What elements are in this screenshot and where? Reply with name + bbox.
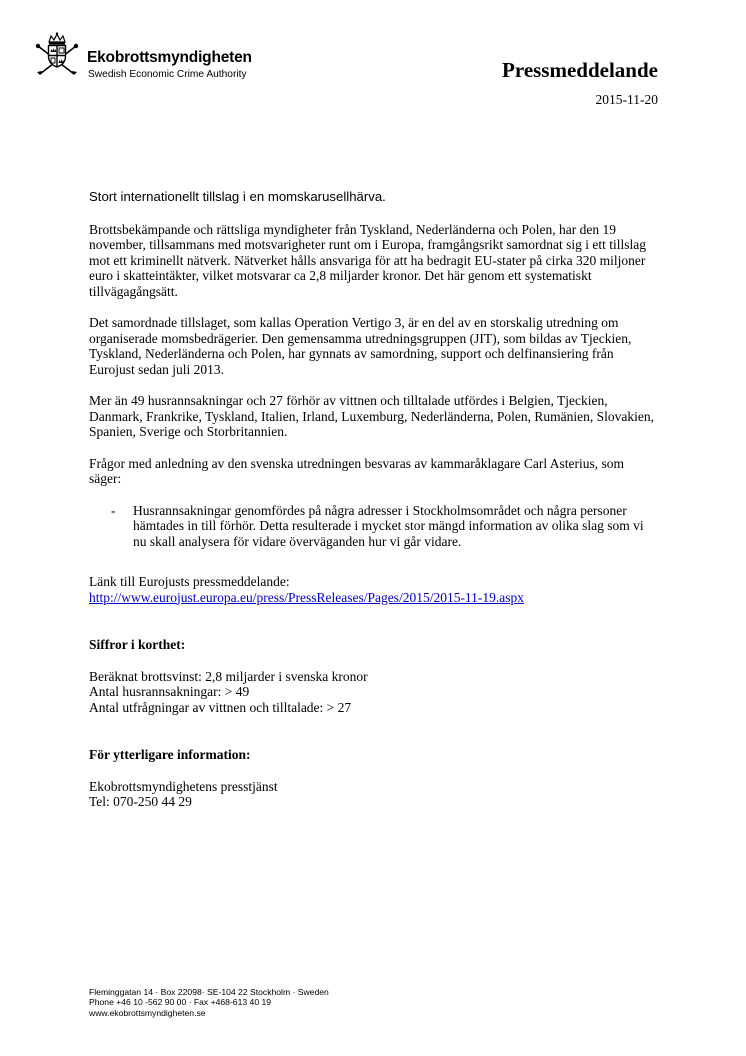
quote-item <box>89 503 659 550</box>
facts-heading: Siffror i korthet: <box>89 637 186 652</box>
footer-website: www.ekobrottsmyndigheten.se <box>89 1007 206 1018</box>
org-tagline: Swedish Economic Crime Authority <box>88 69 247 80</box>
spacer <box>89 605 659 637</box>
spacer <box>89 715 659 747</box>
fact-item: Antal husrannsakningar: > 49 <box>89 684 250 699</box>
contact-heading: För ytterligare information: <box>89 747 251 762</box>
quote-list <box>89 503 659 550</box>
paragraph: Det samordnade tillslaget, som kallas Operation Vertigo 3, är en del av en storskalig utredning om organiserade momsbedrägerier. Den gemensamma utredningsgruppen (JIT), som bildas av Tjeckien, Tyskland, Nederländerna och Polen, har gynnats av samordning, support och delfinansiering från Eurojust sedan juli 2013. <box>89 315 632 377</box>
contact-info <box>89 779 659 810</box>
paragraph: Brottsbekämpande och rättsliga myndigheter från Tyskland, Nederländerna och Polen, har den 19 november, tillsammans med motsvarigheter runt om i Europa, framgångsrikt samordnat sig i ett tillslag mot ett kriminellt nätverk. Nätverket hålls ansvariga för att ha bedragit EU-stater på cirka 320 miljoner euro i skatteintäkter, vilket motsvarar ca 2,8 miljarder kronor. Det här genom ett systematiskt tillvägagångsätt. <box>89 221 646 299</box>
fact-item: Beräknat brottsvinst: 2,8 miljarder i svenska kronor <box>89 668 368 684</box>
fact-item: Antal utfrågningar av vittnen och tilltalade: > 27 <box>89 699 352 715</box>
quote-text: Husrannsakningar genomfördes på några adresser i Stockholmsområdet och några personer hämtades in till förhör. Detta resulterade i mycket stor mängd information av olika slag som vi nu skall analysera för vidare överväganden hur vi går vidare. <box>133 502 644 549</box>
paragraph: Frågor med anledning av den svenska utredningen besvaras av kammaråklagare Carl Asterius, som säger: <box>89 455 624 486</box>
org-logo <box>34 32 274 80</box>
eurojust-press-link[interactable]: http://www.eurojust.europa.eu/press/PressReleases/Pages/2015/2015-11-19.aspx <box>89 589 525 605</box>
press-release-headline: Stort internationellt tillslag i en momskarusellhärva. <box>89 189 386 204</box>
spacer <box>89 549 659 574</box>
facts-list <box>89 669 659 716</box>
link-label: Länk till Eurojusts pressmeddelande: <box>89 574 290 589</box>
page-footer <box>89 987 329 1018</box>
footer-phone: Phone +46 10 -562 90 00 · Fax +468-613 40 19 <box>89 997 272 1008</box>
swedish-coat-of-arms-icon <box>34 32 80 76</box>
paragraph: Mer än 49 husrannsakningar och 27 förhör av vittnen och tilltalade utfördes i Belgien, Tjeckien, Danmark, Frankrike, Tyskland, Italien, Irland, Luxemburg, Nederländerna, Polen, Rumänien, Slovakien, Spanien, Sverige och Storbritannien. <box>89 393 655 439</box>
dash-bullet: - <box>111 502 116 518</box>
document-type-heading: Pressmeddelande <box>502 58 658 82</box>
contact-phone: Tel: 070-250 44 29 <box>89 794 192 809</box>
footer-address: Fleminggatan 14 · Box 22098· SE-104 22 Stockholm · Sweden <box>89 987 329 997</box>
press-release-body <box>89 189 659 810</box>
contact-line: Ekobrottsmyndighetens presstjänst <box>89 778 278 794</box>
org-name: Ekobrottsmyndigheten <box>87 49 252 66</box>
document-date: 2015-11-20 <box>595 92 658 107</box>
